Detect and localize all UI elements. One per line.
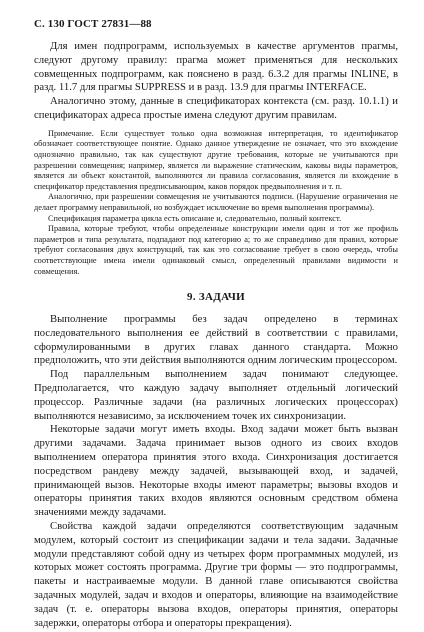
- top-text-block: [34, 40, 398, 123]
- paragraph: Аналогично этому, данные в спецификаторах контекста (см. разд. 10.1.1) и спецификаторах адреса простые имена следуют другим правилам.: [34, 95, 398, 121]
- page-content: [34, 40, 398, 630]
- paragraph: Некоторые задачи могут иметь входы. Вход задачи может быть вызван другими задачами. Задача принимает вызов одного из своих входов выполнением оператора принятия этого входа. Синхронизация достигается посредством рандеву между задачей, вызывающей вход, и задачей, принимающей вызов. Некоторые входы имеют параметры; вызовы входов и операторы принятия таких входов являются основным средством обмена значениями между задачами.: [34, 423, 398, 519]
- note-paragraph: Правила, которые требуют, чтобы определенные конструкции имели один и тот же профиль параметров и типа результата, подпадают под категорию а; то же справедливо для правил, которые требуют согласования двух конструкций, так как это согласование требует в свою очередь, чтобы соответствующие имена имели одинаковый смысл, определенный правилами видимости и совмещения.: [34, 224, 398, 276]
- note-paragraph: Спецификация параметра цикла есть описание и, следовательно, полный контекст.: [48, 213, 342, 223]
- bottom-text-block: [34, 313, 398, 630]
- note-paragraph: Аналогично, при разрешении совмещения не учитываются подписи. (Нарушение ограничения не делает программу неправильной, но возбуждает исключение во время выполнения программы).: [34, 192, 398, 212]
- paragraph: Свойства каждой задачи определяются соответствующим задачным модулем, который состоит из спецификации задачи и тела задачи. Задачные модули представляют собой одну из четырех форм программных модулей, из которых может состоять программа. Другие три формы — это подпрограммы, пакеты и настраиваемые модули. В данной главе описываются свойства задачных модулей, задач и входов и операторы, влияющие на взаимодействие задач (т. е. операторы вызова входов, операторы принятия, операторы задержки, операторы отбора и операторы прекращения).: [34, 520, 398, 629]
- notes-block: [34, 129, 398, 277]
- section-title: 9. ЗАДАЧИ: [187, 291, 245, 304]
- note-paragraph: Примечание. Если существует только одна возможная интерпретация, то идентификатор обозначает соответствующее понятие. Однако данное утверждение не означает, что это вхождение однозначно правильно, так как существуют другие требования, которые не учитываются при разрешении совмещения; например, является ли выражение статическим, каковы виды параметров, является ли объект константой, выполняются ли правила согласования, является ли вхождение в спецификатор представления предписывающим, каков порядок предвыполнения и т. п.: [34, 128, 398, 191]
- paragraph: Под параллельным выполнением задач понимают следующее. Предполагается, что каждую задачу выполняет отдельный логический процессор. Различные задачи (на различных логических процессорах) выполняются независимо, за исключением точек их синхронизации.: [34, 368, 398, 422]
- paragraph: Для имен подпрограмм, используемых в качестве аргументов прагмы, следуют другому правилу: прагма может применяться для нескольких совмещенных подпрограмм, как пояснено в разд. 6.3.2 для прагмы INLINE, в разд. 11.7 для прагмы SUPPRESS и в разд. 13.9 для прагмы INTERFACE.: [34, 40, 398, 94]
- paragraph: Выполнение программы без задач определено в терминах последовательного выполнения ее действий в соответствии с правилами, сформулированными в других главах данного стандарта. Можно предположить, что эти действия выполняются одним логическим процессором.: [34, 313, 398, 367]
- page-header: С. 130 ГОСТ 27831—88: [34, 18, 152, 30]
